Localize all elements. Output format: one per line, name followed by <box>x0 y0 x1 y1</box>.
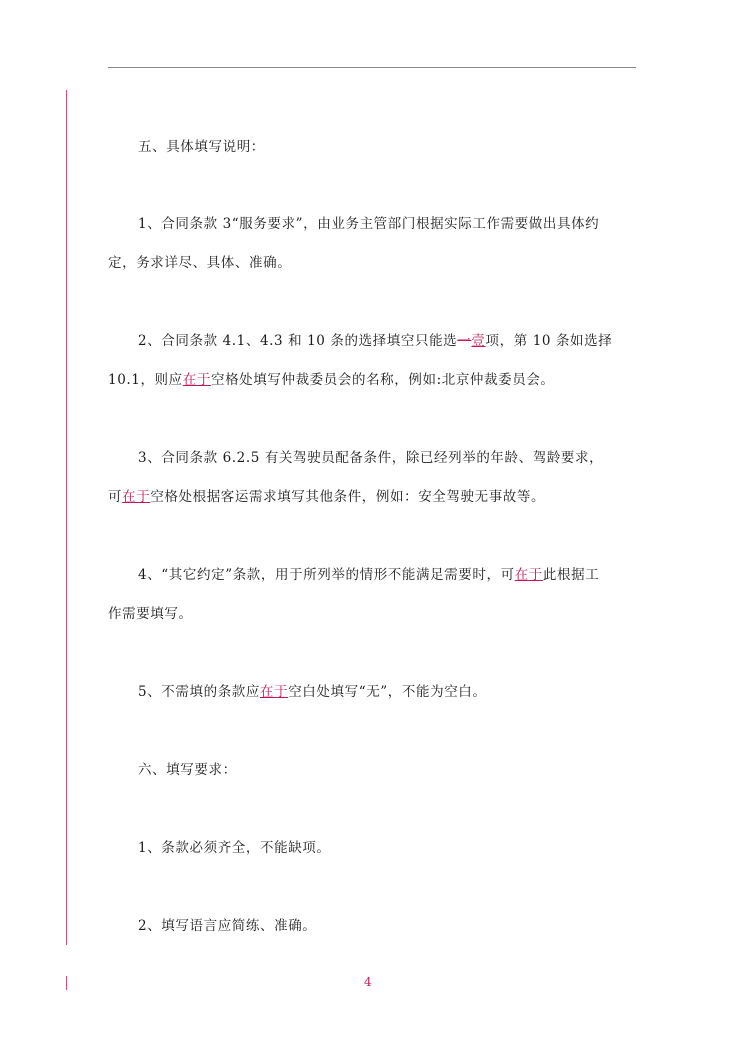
section5-item5-line1 <box>138 682 487 702</box>
section5-item2-line2 <box>108 370 555 390</box>
revision-margin-bar-footer <box>66 976 67 990</box>
revision-inserted-text: 在于 <box>514 567 543 583</box>
section5-item1-line2: 定，务求详尽、具体、准确。 <box>108 255 292 271</box>
revision-inserted-text: 在于 <box>182 372 211 388</box>
revision-deleted-text: 一 <box>457 333 472 349</box>
revision-inserted-text: 在于 <box>260 684 289 700</box>
section5-item5-line1-text-before: 5、不需填的条款应 <box>138 684 260 700</box>
revision-margin-bar <box>66 90 67 945</box>
page-number: 4 <box>364 975 372 989</box>
section5-item3-line2-text-after: 空格处根据客运需求填写其他条件，例如：安全驾驶无事故等。 <box>150 489 546 505</box>
section5-item3-line1: 3、合同条款 6.2.5 有关驾驶员配备条件，除已经列举的年龄、驾龄要求， <box>138 450 604 466</box>
revision-inserted-text: 在于 <box>122 489 151 505</box>
section5-item5-line1-text-after: 空白处填写“无”，不能为空白。 <box>288 684 487 700</box>
section5-heading: 五、具体填写说明： <box>138 139 265 155</box>
section5-item4-line2: 作需要填写。 <box>108 606 193 622</box>
section5-item3-line2-text-before: 可 <box>108 489 123 505</box>
section5-item2-line1-text-after: 项，第 10 条如选择 <box>485 333 613 349</box>
section5-item2-line1-text-before: 2、合同条款 4.1、4.3 和 10 条的选择填空只能选 <box>138 333 458 349</box>
section5-item2-line2-text-after: 空格处填写仲裁委员会的名称，例如:北京仲裁委员会。 <box>210 372 555 388</box>
section5-item4-line1 <box>138 565 599 585</box>
header-rule <box>108 67 636 68</box>
revision-inserted-text: 壹 <box>471 333 486 349</box>
section5-item4-line1-text-after: 此根据工 <box>542 567 600 583</box>
section5-item1-line1: 1、合同条款 3“服务要求”，由业务主管部门根据实际工作需要做出具体约 <box>138 216 600 232</box>
section6-item2: 2、填写语言应简练、准确。 <box>138 918 317 934</box>
section5-item4-line1-text-before: 4、“其它约定”条款，用于所列举的情形不能满足需要时，可 <box>138 567 515 583</box>
section5-item2-line1 <box>138 331 612 351</box>
section5-item2-line2-text-before: 10.1，则应 <box>108 372 183 388</box>
section6-heading: 六、填写要求： <box>138 762 237 778</box>
section5-item3-line2 <box>108 487 545 507</box>
section6-item1: 1、条款必须齐全，不能缺项。 <box>138 840 331 856</box>
